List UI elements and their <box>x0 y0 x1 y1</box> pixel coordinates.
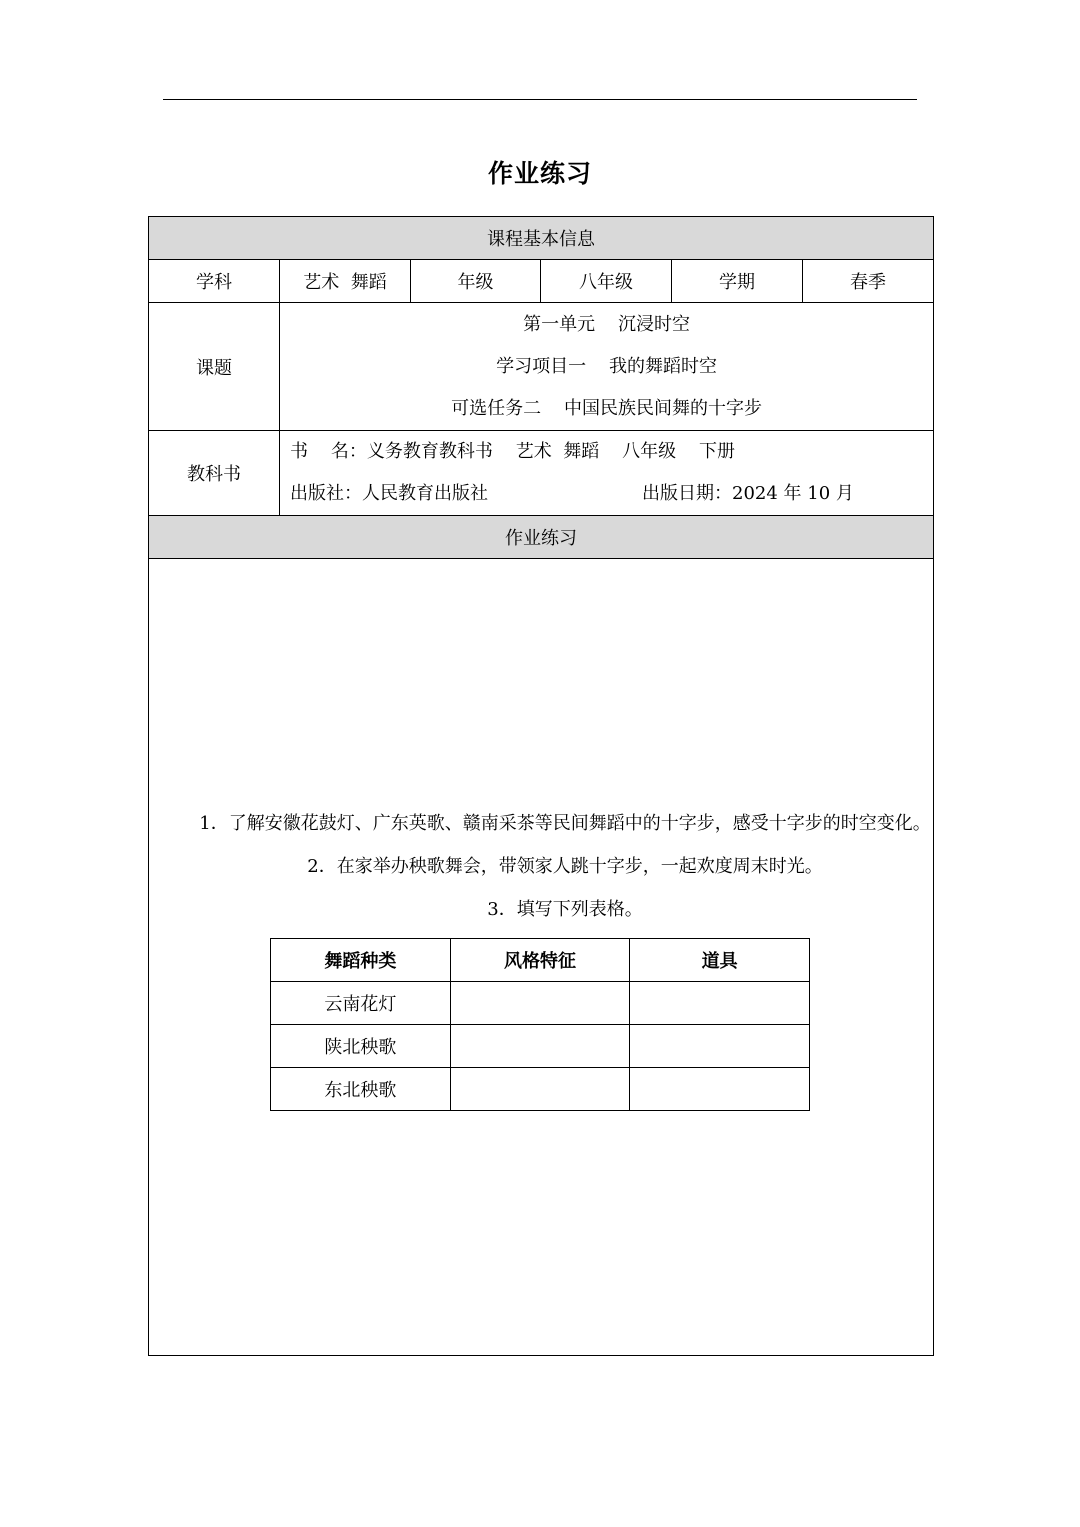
table-row <box>271 982 810 1025</box>
subject-value: 艺术 舞蹈 <box>280 260 411 303</box>
dance-type-cell: 东北秧歌 <box>271 1068 451 1111</box>
table-row <box>271 1025 810 1068</box>
table-row <box>271 1068 810 1111</box>
term-label: 学期 <box>672 260 803 303</box>
homework-header: 作业练习 <box>149 516 934 559</box>
props-cell[interactable] <box>630 982 810 1025</box>
props-cell[interactable] <box>630 1068 810 1111</box>
book-name: 书 名：义务教育教科书 艺术 舞蹈 八年级 下册 <box>290 441 735 462</box>
publisher: 出版社：人民教育出版社 <box>290 483 488 504</box>
props-cell[interactable] <box>630 1025 810 1068</box>
props-header: 道具 <box>630 939 810 982</box>
topic-label: 课题 <box>149 303 280 431</box>
dance-table <box>270 938 810 1111</box>
topic-line-unit: 第一单元 沉浸时空 <box>523 313 690 335</box>
style-feature-cell[interactable] <box>450 1025 630 1068</box>
course-info-table <box>148 216 934 1356</box>
page-title: 作业练习 <box>487 159 592 188</box>
term-value: 春季 <box>803 260 934 303</box>
dance-type-header: 舞蹈种类 <box>271 939 451 982</box>
homework-item-3: 3．填写下列表格。 <box>487 899 643 920</box>
style-feature-cell[interactable] <box>450 1068 630 1111</box>
subject-label: 学科 <box>149 260 280 303</box>
homework-item-1: 1．了解安徽花鼓灯、广东英歌、赣南采茶等民间舞蹈中的十字步，感受十字步的时空变化。 <box>199 813 931 834</box>
dance-type-cell: 云南花灯 <box>271 982 451 1025</box>
textbook-content <box>280 431 934 516</box>
grade-value: 八年级 <box>541 260 672 303</box>
dance-type-cell: 陕北秧歌 <box>271 1025 451 1068</box>
style-feature-cell[interactable] <box>450 982 630 1025</box>
topic-line-task: 可选任务二 中国民族民间舞的十字步 <box>451 397 762 419</box>
publish-date: 出版日期：2024 年 10 月 <box>642 483 854 504</box>
topic-line-project: 学习项目一 我的舞蹈时空 <box>496 355 717 377</box>
textbook-label: 教科书 <box>149 431 280 516</box>
publisher-line <box>290 473 933 515</box>
topic-content <box>280 303 934 431</box>
homework-content <box>149 559 934 1356</box>
grade-label: 年级 <box>411 260 541 303</box>
header-rule <box>163 99 917 100</box>
homework-item-2: 2．在家举办秧歌舞会，带领家人跳十字步，一起欢度周末时光。 <box>307 856 823 877</box>
style-feature-header: 风格特征 <box>450 939 630 982</box>
basic-info-header: 课程基本信息 <box>149 217 934 260</box>
